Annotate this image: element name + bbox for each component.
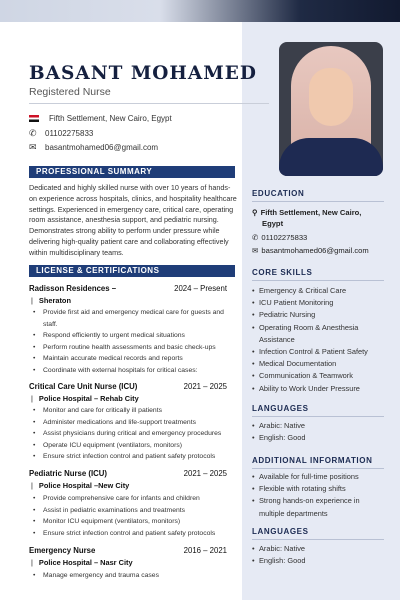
education-divider	[252, 201, 384, 202]
location-pin-icon: ⚲	[252, 208, 258, 217]
job-bullets-2	[33, 405, 238, 463]
list-item: • Communication & Teamwork	[252, 370, 392, 382]
languages2-heading: LANGUAGES	[252, 527, 309, 536]
list-item: • Medical Documentation	[252, 358, 392, 370]
profile-photo	[279, 42, 383, 176]
contact-phone	[29, 128, 93, 139]
job-title-1	[29, 284, 235, 293]
list-item: • Assist physicians during critical and emergency procedures	[33, 428, 238, 440]
list-item: • Arabic: Native	[252, 420, 392, 432]
list-item: • Pediatric Nursing	[252, 309, 392, 321]
list-item: • Ability to Work Under Pressure	[252, 383, 392, 395]
list-item: • Assist in pediatric examinations and treatments	[33, 505, 238, 517]
list-item: • Administer medications and life-support treatments	[33, 417, 238, 429]
list-item: • Monitor and care for critically ill patients	[33, 405, 238, 417]
education-address: ⚲ Fifth Settlement, New Cairo,	[252, 208, 362, 217]
list-item: • Coordinate with external hospitals for critical cases:	[33, 365, 238, 377]
contact-email	[29, 142, 158, 153]
job-place-1: | Sheraton	[31, 296, 71, 305]
contact-address	[29, 114, 172, 123]
list-item: • Arabic: Native	[252, 543, 392, 555]
job-bullets-4	[33, 570, 238, 582]
languages-heading: LANGUAGES	[252, 404, 309, 413]
list-item: • Provide first aid and emergency medical care for guests and staff.	[33, 307, 238, 330]
list-item: • Flexible with rotating shifts	[252, 483, 372, 495]
phone-text: 01102275833	[45, 129, 94, 138]
email-text: basantmohamed06@gmail.com	[45, 143, 159, 152]
summary-heading: PROFESSIONAL SUMMARY	[29, 166, 235, 178]
job-dates: 2021 – 2025	[183, 382, 227, 391]
list-item: • Maintain accurate medical records and reports	[33, 353, 238, 365]
list-item: • Available for full-time positions	[252, 471, 372, 483]
skills-divider	[252, 280, 384, 281]
list-item: • Respond efficiently to urgent medical situations	[33, 330, 238, 342]
list-item: • Infection Control & Patient Safety	[252, 346, 392, 358]
job-title-4	[29, 546, 235, 555]
job-bullets-3	[33, 493, 238, 539]
vertical-bar-marker: |	[31, 558, 33, 567]
list-item: • ICU Patient Monitoring	[252, 297, 392, 309]
email-icon: ✉	[252, 246, 259, 255]
list-item: • Ensure strict infection control and patient safety protocols	[33, 451, 238, 463]
languages2-list	[252, 543, 392, 567]
vertical-bar-marker: |	[31, 296, 33, 305]
candidate-name: BASANT MOHAMED	[29, 63, 257, 84]
header-divider	[29, 103, 269, 104]
egypt-flag-icon	[29, 115, 39, 122]
additional-divider	[252, 468, 384, 469]
job-place-4: | Police Hospital – Nasr City	[31, 558, 133, 567]
education-email: ✉ basantmohamed06@gmail.com	[252, 246, 369, 255]
summary-text: Dedicated and highly skilled nurse with over 10 years of hands-on experience across hospitals, clinics, and hospitality healthcare settings. Experienced in emergency care, critical care, operating room assistance, anesthesia support, and pediatric nursing. Demonstrates strong ability to perform under pressure while delivering high-quality patient care and collaborating effectively within multidisciplinary teams.	[29, 183, 237, 257]
job-dates: 2016 – 2021	[183, 546, 227, 555]
languages-divider	[252, 416, 384, 417]
phone-icon: ✆	[29, 128, 37, 138]
job-place-2: | Police Hospital – Rehab City	[31, 394, 139, 403]
job-dates: 2021 – 2025	[183, 469, 227, 478]
job-title-3	[29, 469, 235, 478]
list-item: • Perform routine health assessments and basic check-ups	[33, 342, 238, 354]
list-item: • Emergency & Critical Care	[252, 285, 392, 297]
languages-list	[252, 420, 392, 444]
list-item: • English: Good	[252, 432, 392, 444]
additional-list	[252, 471, 372, 520]
languages2-divider	[252, 539, 384, 540]
job-role: Emergency Nurse	[29, 546, 96, 555]
skills-list	[252, 285, 392, 395]
list-item: • Operating Room & Anesthesia Assistance	[252, 322, 392, 346]
job-role: Pediatric Nurse (ICU)	[29, 469, 107, 478]
vertical-bar-marker: |	[31, 394, 33, 403]
list-item: • Operate ICU equipment (ventilators, monitors)	[33, 440, 238, 452]
skills-heading: CORE SKILLS	[252, 268, 313, 277]
experience-heading: LICENSE & CERTIFICATIONS	[29, 265, 235, 277]
vertical-bar-marker: |	[31, 481, 33, 490]
list-item: • Monitor ICU equipment (ventilators, monitors)	[33, 516, 238, 528]
list-item: • Provide comprehensive care for infants and children	[33, 493, 238, 505]
education-heading: EDUCATION	[252, 189, 305, 198]
top-banner	[0, 0, 400, 22]
job-dates: 2024 – Present	[174, 284, 227, 293]
job-role: Critical Care Unit Nurse (ICU)	[29, 382, 138, 391]
list-item: • English: Good	[252, 555, 392, 567]
job-title: Registered Nurse	[29, 86, 111, 98]
education-address-line2: Egypt	[262, 219, 284, 228]
list-item: • Ensure strict infection control and patient safety protocols	[33, 528, 238, 540]
list-item: • Strong hands-on experience in multiple departments	[252, 495, 372, 519]
list-item: • Manage emergency and trauma cases	[33, 570, 238, 582]
job-role: Radisson Residences –	[29, 284, 117, 293]
job-title-2	[29, 382, 235, 391]
email-icon: ✉	[29, 142, 37, 152]
job-bullets-1	[33, 307, 238, 377]
phone-icon: ✆	[252, 233, 259, 242]
education-phone: ✆ 01102275833	[252, 233, 308, 242]
address-text: Fifth Settlement, New Cairo, Egypt	[49, 114, 172, 123]
additional-heading: ADDITIONAL INFORMATION	[252, 456, 373, 465]
job-place-3: | Police Hospital –New City	[31, 481, 130, 490]
